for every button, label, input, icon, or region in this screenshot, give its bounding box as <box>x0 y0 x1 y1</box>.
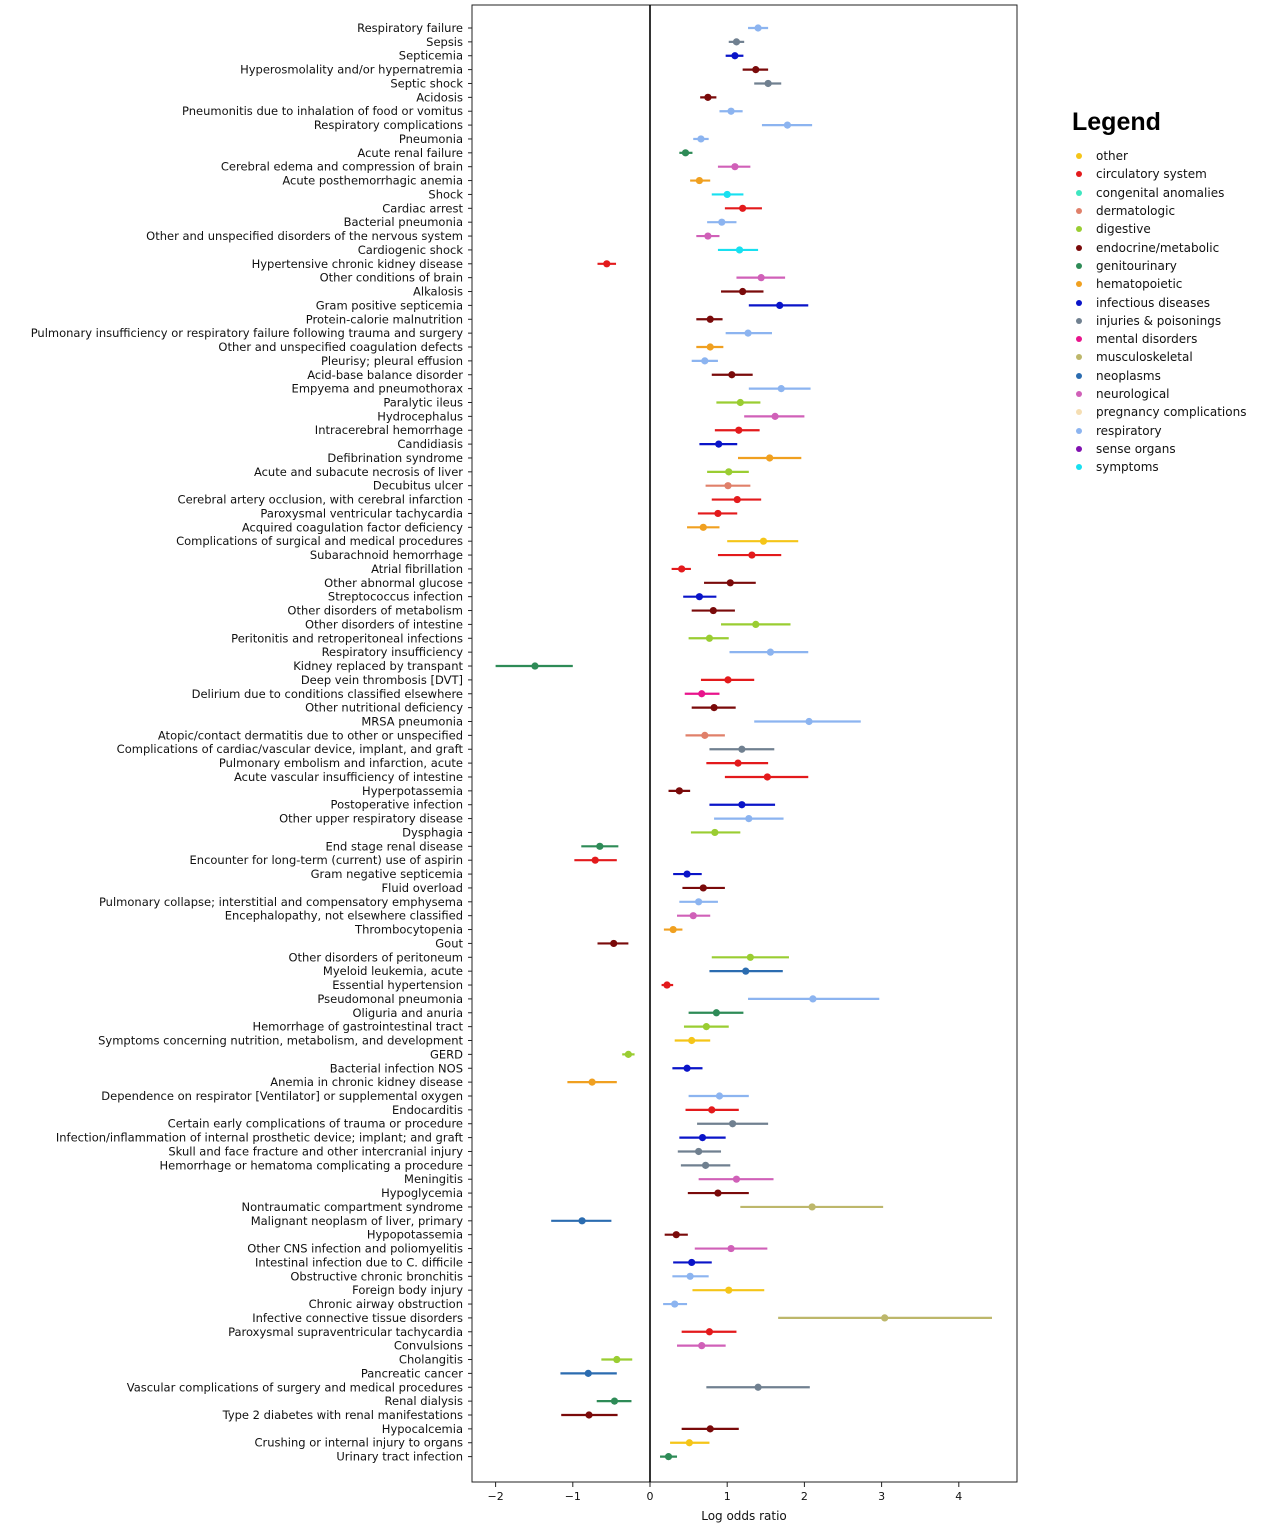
point-estimate <box>752 621 759 628</box>
category-label: Other nutritional deficiency <box>305 700 463 715</box>
point-estimate <box>665 1453 672 1460</box>
legend-marker-icon <box>1076 226 1082 232</box>
point-estimate <box>758 274 765 281</box>
category-label: Foreign body injury <box>352 1283 463 1298</box>
category-label: Pseudomonal pneumonia <box>317 991 463 1006</box>
point-estimate <box>766 454 773 461</box>
category-label: Sepsis <box>426 34 463 49</box>
x-tick-label: −2 <box>487 1490 504 1503</box>
plot-frame <box>472 5 1017 1482</box>
point-estimate <box>589 1079 596 1086</box>
point-estimate <box>710 607 717 614</box>
point-estimate <box>735 427 742 434</box>
x-tick-label: 4 <box>955 1490 963 1503</box>
point-estimate <box>613 1356 620 1363</box>
point-estimate <box>725 1287 732 1294</box>
point-estimate <box>748 551 755 558</box>
legend-item <box>1068 147 1246 165</box>
category-label: Delirium due to conditions classified elsewhere <box>191 686 463 701</box>
category-label: Certain early complications of trauma or procedure <box>167 1116 463 1131</box>
category-label: Acidosis <box>416 90 463 105</box>
point-estimate <box>754 24 761 31</box>
point-estimate <box>754 1384 761 1391</box>
legend-marker-icon <box>1076 153 1082 159</box>
point-estimate <box>704 232 711 239</box>
point-estimate <box>699 1134 706 1141</box>
legend-item <box>1068 184 1246 202</box>
point-estimate <box>687 1273 694 1280</box>
legend-label: neoplasms <box>1096 368 1161 383</box>
point-estimate <box>592 857 599 864</box>
category-label: Alkalosis <box>413 284 463 299</box>
category-label: Other disorders of intestine <box>305 617 463 632</box>
legend-item <box>1068 238 1246 256</box>
legend-marker-icon <box>1076 208 1082 214</box>
category-label: Cardiac arrest <box>382 201 463 216</box>
point-estimate <box>760 538 767 545</box>
point-estimate <box>714 510 721 517</box>
point-estimate <box>695 1148 702 1155</box>
point-estimate <box>700 884 707 891</box>
category-label: Obstructive chronic bronchitis <box>290 1269 463 1284</box>
point-estimate <box>698 690 705 697</box>
category-label: Other abnormal glucose <box>324 575 463 590</box>
category-label: Myeloid leukemia, acute <box>322 964 463 979</box>
category-label: GERD <box>429 1047 463 1062</box>
point-estimate <box>690 912 697 919</box>
category-label: Hyperpotassemia <box>362 783 463 798</box>
legend-marker-icon <box>1076 171 1082 177</box>
point-estimate <box>776 302 783 309</box>
legend-item <box>1068 440 1246 458</box>
legend-marker-icon <box>1076 336 1082 342</box>
category-label: Pulmonary collapse; interstitial and compensatory emphysema <box>98 894 463 909</box>
legend-item <box>1068 165 1246 183</box>
point-estimate <box>678 565 685 572</box>
category-label: Cardiogenic shock <box>357 242 463 257</box>
legend-item <box>1068 220 1246 238</box>
point-estimate <box>585 1411 592 1418</box>
category-label: Candidiasis <box>397 437 463 452</box>
category-label: Fluid overload <box>381 880 463 895</box>
category-label: Cholangitis <box>398 1352 463 1367</box>
point-estimate <box>724 676 731 683</box>
category-label: Essential hypertension <box>332 978 463 993</box>
legend-label: infectious diseases <box>1096 295 1211 310</box>
legend-label: congenital anomalies <box>1096 185 1225 200</box>
category-label: Hypertensive chronic kidney disease <box>251 256 463 271</box>
point-estimate <box>764 773 771 780</box>
category-label: Other disorders of peritoneum <box>288 950 463 965</box>
point-estimate <box>733 38 740 45</box>
point-estimate <box>727 1245 734 1252</box>
point-estimate <box>704 94 711 101</box>
category-label: Acute renal failure <box>357 145 463 160</box>
point-estimate <box>736 246 743 253</box>
point-estimate <box>731 52 738 59</box>
category-label: Type 2 diabetes with renal manifestations <box>222 1408 463 1422</box>
category-label: Hydrocephalus <box>377 409 463 424</box>
point-estimate <box>708 1106 715 1113</box>
point-estimate <box>728 371 735 378</box>
category-label: Paralytic ileus <box>383 395 463 410</box>
category-label: MRSA pneumonia <box>361 714 463 729</box>
legend-label: hematopoietic <box>1096 277 1183 292</box>
category-label: Respiratory insufficiency <box>321 645 463 660</box>
category-label: Complications of cardiac/vascular device, implant, and graft <box>116 742 463 757</box>
category-label: Symptoms concerning nutrition, metabolism, and development <box>98 1033 463 1048</box>
point-estimate <box>767 649 774 656</box>
legend-marker-icon <box>1076 354 1082 360</box>
point-estimate <box>718 219 725 226</box>
legend-label: endocrine/metabolic <box>1096 240 1220 255</box>
category-label: Intracerebral hemorrhage <box>314 423 463 438</box>
point-estimate <box>737 399 744 406</box>
point-estimate <box>734 496 741 503</box>
category-label: Infective connective tissue disorders <box>252 1310 463 1325</box>
point-estimate <box>700 524 707 531</box>
legend-marker-icon <box>1076 391 1082 397</box>
point-estimate <box>707 1425 714 1432</box>
legend-item <box>1068 367 1246 385</box>
category-labels <box>31 21 472 1464</box>
category-label: Pulmonary insufficiency or respiratory failure following trauma and surgery <box>30 326 463 341</box>
point-estimate <box>752 66 759 73</box>
legend-label: pregnancy complications <box>1096 405 1247 420</box>
point-estimate <box>697 135 704 142</box>
point-estimate <box>673 1231 680 1238</box>
point-estimate <box>701 732 708 739</box>
point-estimate <box>739 288 746 295</box>
category-label: Acid-base balance disorder <box>307 367 463 382</box>
legend-label: circulatory system <box>1096 167 1207 182</box>
point-estimate <box>744 330 751 337</box>
category-label: Hypopotassemia <box>366 1227 463 1242</box>
point-estimate <box>714 1189 721 1196</box>
point-estimate <box>729 1120 736 1127</box>
category-label: Pulmonary embolism and infarction, acute <box>218 756 463 771</box>
legend-label: other <box>1096 149 1128 164</box>
legend <box>1068 108 1246 476</box>
point-estimate <box>531 662 538 669</box>
point-estimate <box>711 829 718 836</box>
point-estimate <box>603 260 610 267</box>
point-estimate <box>738 801 745 808</box>
category-label: Paroxysmal ventricular tachycardia <box>260 506 463 521</box>
point-estimate <box>596 843 603 850</box>
category-label: Gram positive septicemia <box>315 298 463 313</box>
legend-item <box>1068 312 1246 330</box>
point-estimate <box>778 385 785 392</box>
category-label: Protein-calorie malnutrition <box>305 312 463 327</box>
category-label: Hemorrhage or hematoma complicating a procedure <box>159 1158 463 1173</box>
point-estimate <box>716 1092 723 1099</box>
legend-item <box>1068 403 1246 421</box>
category-label: End stage renal disease <box>325 839 463 854</box>
legend-item <box>1068 202 1246 220</box>
point-estimate <box>706 635 713 642</box>
point-estimate <box>625 1051 632 1058</box>
category-label: Bacterial infection NOS <box>329 1061 463 1076</box>
point-estimate <box>739 205 746 212</box>
legend-item <box>1068 458 1246 476</box>
point-estimate <box>733 1176 740 1183</box>
category-label: Other and unspecified coagulation defects <box>218 340 463 355</box>
legend-label: mental disorders <box>1096 332 1198 347</box>
point-estimate <box>784 121 791 128</box>
category-label: Postoperative infection <box>330 797 463 812</box>
category-label: Encounter for long-term (current) use of aspirin <box>189 853 463 868</box>
point-estimate <box>809 995 816 1002</box>
legend-label: musculoskeletal <box>1096 350 1193 365</box>
category-label: Deep vein thrombosis [DVT] <box>300 672 463 687</box>
legend-marker-icon <box>1076 464 1082 470</box>
point-estimate <box>738 746 745 753</box>
category-label: Dependence on respirator [Ventilator] or supplemental oxygen <box>101 1088 463 1103</box>
category-label: Acquired coagulation factor deficiency <box>241 520 463 535</box>
point-estimate <box>585 1370 592 1377</box>
point-estimate <box>765 80 772 87</box>
category-label: Anemia in chronic kidney disease <box>270 1075 463 1090</box>
legend-label: digestive <box>1096 222 1151 237</box>
category-label: Renal dialysis <box>384 1394 463 1409</box>
category-label: Other disorders of metabolism <box>287 603 463 618</box>
point-estimate <box>710 704 717 711</box>
category-label: Vascular complications of surgery and medical procedures <box>126 1380 463 1395</box>
category-label: Other upper respiratory disease <box>279 811 463 826</box>
legend-marker-icon <box>1076 190 1082 196</box>
point-estimate <box>747 954 754 961</box>
category-label: Acute and subacute necrosis of liver <box>253 464 463 479</box>
legend-label: genitourinary <box>1096 258 1177 273</box>
legend-title: Legend <box>1072 108 1161 136</box>
point-estimate <box>881 1314 888 1321</box>
legend-marker-icon <box>1076 318 1082 324</box>
point-estimate <box>671 1300 678 1307</box>
point-estimate <box>698 1342 705 1349</box>
category-label: Encephalopathy, not elsewhere classified <box>224 908 463 923</box>
legend-marker-icon <box>1076 373 1082 379</box>
legend-label: neurological <box>1096 387 1170 401</box>
category-label: Streptococcus infection <box>327 589 463 604</box>
point-estimate <box>683 1065 690 1072</box>
category-label: Atopic/contact dermatitis due to other or unspecified <box>157 728 463 743</box>
category-label: Other CNS infection and poliomyelitis <box>247 1241 463 1256</box>
x-tick-label: −1 <box>564 1490 581 1503</box>
category-label: Paroxysmal supraventricular tachycardia <box>228 1324 463 1339</box>
point-estimate <box>610 940 617 947</box>
legend-marker-icon <box>1076 428 1082 434</box>
legend-label: sense organs <box>1096 441 1176 456</box>
category-label: Infection/inflammation of internal prosthetic device; implant; and graft <box>55 1130 463 1145</box>
legend-items <box>1068 147 1246 476</box>
point-estimate <box>578 1217 585 1224</box>
category-label: Empyema and pneumothorax <box>291 381 463 396</box>
legend-item <box>1068 275 1246 293</box>
point-estimate <box>771 413 778 420</box>
point-estimate <box>702 1162 709 1169</box>
category-label: Hemorrhage of gastrointestinal tract <box>252 1019 463 1034</box>
point-estimate <box>696 593 703 600</box>
category-label: Malignant neoplasm of liver, primary <box>250 1213 463 1228</box>
x-axis-ticks <box>487 1482 962 1503</box>
category-label: Hypoglycemia <box>381 1186 463 1201</box>
category-label: Atrial fibrillation <box>371 561 463 576</box>
point-estimate <box>703 1023 710 1030</box>
point-estimate <box>713 1009 720 1016</box>
category-label: Oliguria and anuria <box>352 1005 463 1020</box>
category-label: Endocarditis <box>392 1102 463 1117</box>
legend-item <box>1068 257 1246 275</box>
point-estimate <box>696 177 703 184</box>
category-label: Urinary tract infection <box>336 1449 463 1464</box>
x-tick-label: 2 <box>800 1490 808 1503</box>
point-estimate <box>695 898 702 905</box>
category-label: Hyperosmolality and/or hypernatremia <box>240 62 463 77</box>
category-label: Acute vascular insufficiency of intestine <box>233 769 463 784</box>
data-marks <box>496 24 992 1460</box>
category-label: Gout <box>435 936 463 951</box>
x-tick-label: 3 <box>878 1490 886 1503</box>
legend-label: dermatologic <box>1096 204 1176 219</box>
legend-item <box>1068 330 1246 348</box>
legend-item <box>1068 385 1246 403</box>
legend-marker-icon <box>1076 446 1082 452</box>
point-estimate <box>611 1398 618 1405</box>
category-label: Chronic airway obstruction <box>308 1297 463 1312</box>
legend-label: injuries & poisonings <box>1096 313 1222 328</box>
point-estimate <box>688 1037 695 1044</box>
category-label: Other and unspecified disorders of the nervous system <box>146 229 463 244</box>
legend-label: respiratory <box>1096 423 1162 438</box>
category-label: Cerebral edema and compression of brain <box>220 159 463 174</box>
point-estimate <box>683 870 690 877</box>
legend-marker-icon <box>1076 245 1082 251</box>
category-label: Pneumonia <box>398 131 463 146</box>
point-estimate <box>805 718 812 725</box>
point-estimate <box>663 981 670 988</box>
legend-item <box>1068 421 1246 439</box>
category-label: Other conditions of brain <box>319 270 463 285</box>
category-label: Decubitus ulcer <box>372 478 463 493</box>
legend-item <box>1068 348 1246 366</box>
category-label: Subarachnoid hemorrhage <box>309 548 463 563</box>
category-label: Respiratory failure <box>357 21 463 35</box>
point-estimate <box>809 1203 816 1210</box>
category-label: Shock <box>428 187 463 202</box>
point-estimate <box>701 357 708 364</box>
point-estimate <box>734 760 741 767</box>
legend-marker-icon <box>1076 409 1082 415</box>
category-label: Pleurisy; pleural effusion <box>320 353 463 368</box>
x-axis-title: Log odds ratio <box>701 1509 787 1523</box>
point-estimate <box>725 468 732 475</box>
x-tick-label: 0 <box>646 1490 654 1503</box>
category-label: Meningitis <box>404 1172 463 1187</box>
category-label: Gram negative septicemia <box>310 867 463 882</box>
point-estimate <box>670 926 677 933</box>
point-estimate <box>727 579 734 586</box>
category-label: Peritonitis and retroperitoneal infections <box>231 631 463 646</box>
category-label: Pneumonitis due to inhalation of food or vomitus <box>182 104 463 119</box>
point-estimate <box>686 1439 693 1446</box>
point-estimate <box>731 163 738 170</box>
point-estimate <box>707 316 714 323</box>
point-estimate <box>682 149 689 156</box>
category-label: Crushing or internal injury to organs <box>254 1435 463 1450</box>
point-estimate <box>724 191 731 198</box>
legend-marker-icon <box>1076 281 1082 287</box>
point-estimate <box>745 815 752 822</box>
category-label: Nontraumatic compartment syndrome <box>241 1199 463 1214</box>
legend-label: symptoms <box>1096 460 1159 475</box>
category-label: Complications of surgical and medical procedures <box>176 534 463 549</box>
category-label: Skull and face fracture and other intercranial injury <box>168 1144 463 1159</box>
category-label: Septicemia <box>398 48 463 63</box>
category-label: Dysphagia <box>402 825 463 840</box>
point-estimate <box>727 108 734 115</box>
point-estimate <box>724 482 731 489</box>
point-estimate <box>707 343 714 350</box>
category-label: Pancreatic cancer <box>360 1366 463 1381</box>
category-label: Intestinal infection due to C. difficile <box>254 1255 463 1270</box>
category-label: Convulsions <box>393 1338 463 1353</box>
category-label: Hypocalcemia <box>381 1421 463 1436</box>
legend-marker-icon <box>1076 300 1082 306</box>
category-label: Acute posthemorrhagic anemia <box>282 173 463 188</box>
category-label: Cerebral artery occlusion, with cerebral infarction <box>177 492 463 507</box>
category-label: Thrombocytopenia <box>355 922 463 937</box>
point-estimate <box>706 1328 713 1335</box>
category-label: Bacterial pneumonia <box>343 215 463 230</box>
category-label: Septic shock <box>390 76 463 91</box>
point-estimate <box>715 441 722 448</box>
point-estimate <box>676 787 683 794</box>
legend-marker-icon <box>1076 263 1082 269</box>
category-label: Kidney replaced by transpant <box>293 659 463 674</box>
x-tick-label: 1 <box>723 1490 731 1503</box>
category-label: Defibrination syndrome <box>327 450 463 465</box>
point-estimate <box>688 1259 695 1266</box>
point-estimate <box>742 968 749 975</box>
legend-item <box>1068 293 1246 311</box>
category-label: Respiratory complications <box>313 118 463 133</box>
